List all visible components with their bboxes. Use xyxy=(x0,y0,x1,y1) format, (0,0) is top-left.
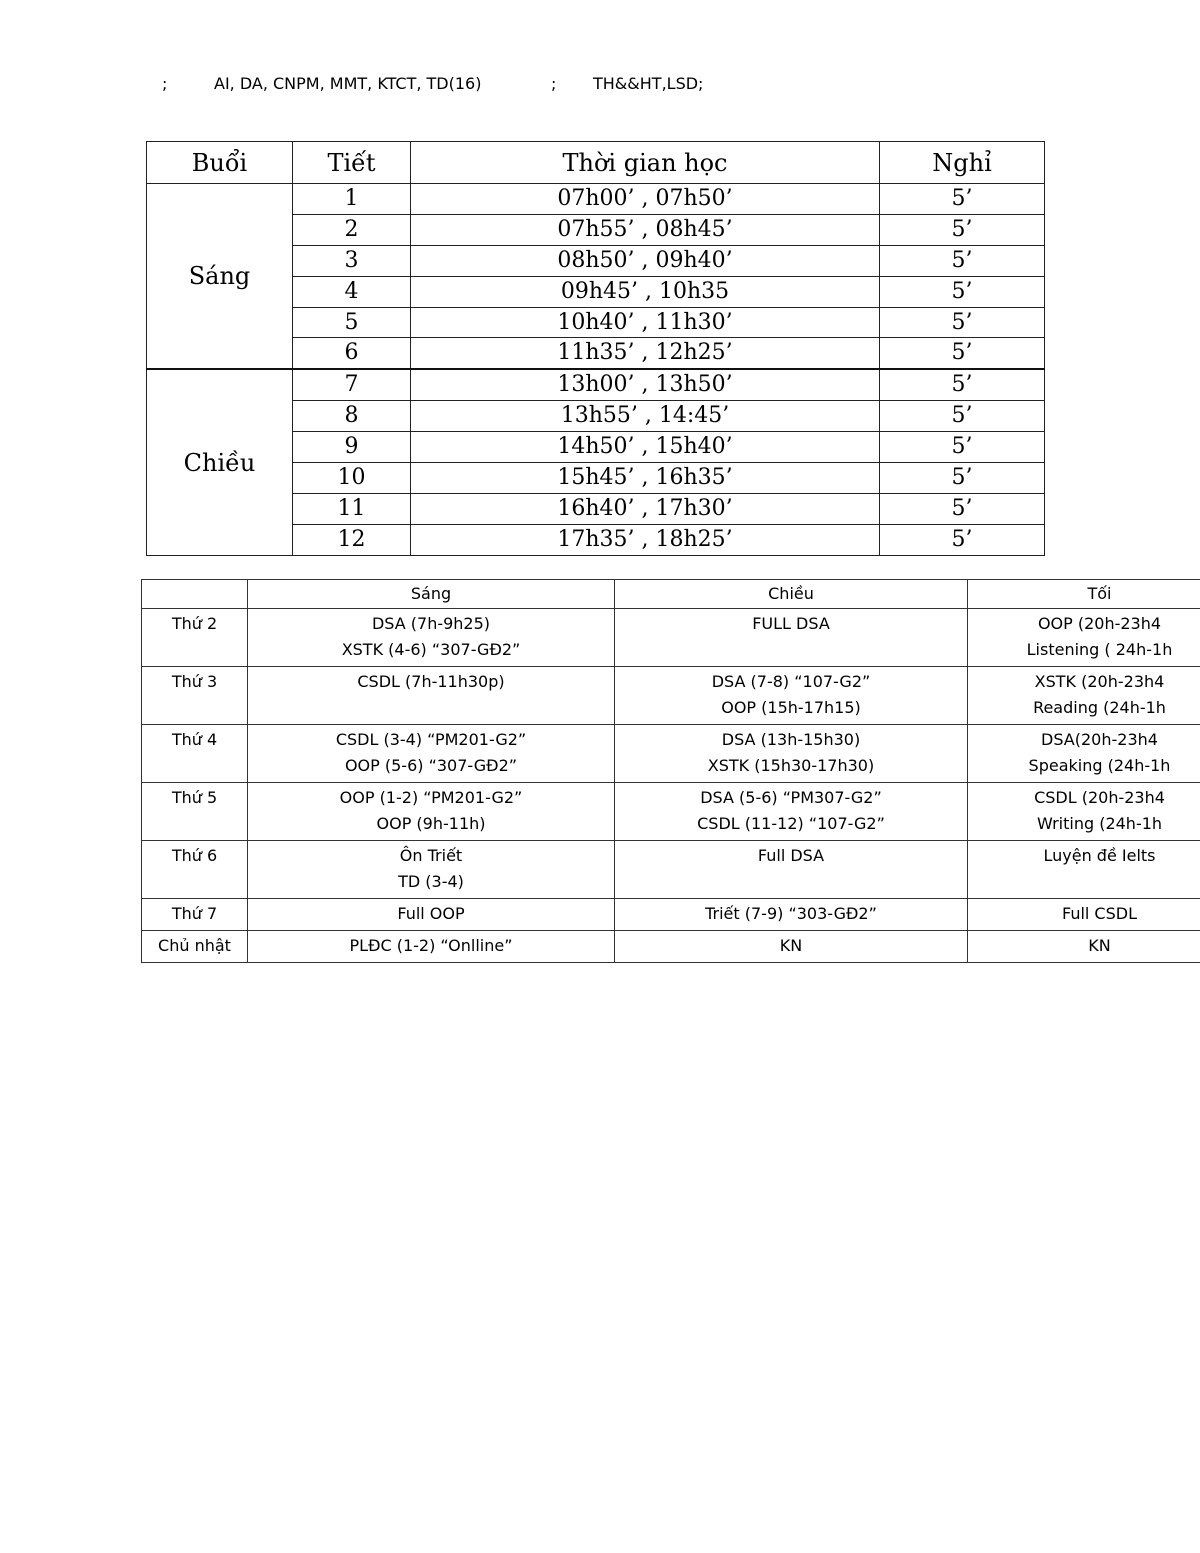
schedule-entry: XSTK (4-6) “307-GĐ2” xyxy=(341,640,521,659)
session-morning-label: Sáng xyxy=(147,184,293,370)
schedule-day: Thứ 4 xyxy=(142,725,248,783)
weekly-schedule-table xyxy=(141,579,1200,963)
period-time: 14h50’ , 15h40’ xyxy=(411,432,880,463)
schedule-cell-afternoon xyxy=(615,609,968,667)
schedule-day: Thứ 3 xyxy=(142,667,248,725)
schedule-entry: DSA (13h-15h30) xyxy=(721,730,861,749)
period-number: 7 xyxy=(293,369,411,400)
period-number: 12 xyxy=(293,524,411,555)
schedule-entry: CSDL (20h-23h4 xyxy=(1034,788,1165,807)
period-break: 5’ xyxy=(880,214,1045,245)
schedule-entry: XSTK (20h-23h4 xyxy=(1034,672,1165,691)
period-time: 11h35’ , 12h25’ xyxy=(411,338,880,369)
schedule-entry: KN xyxy=(1088,936,1111,955)
schedule-row xyxy=(142,667,1200,725)
schedule-cell-morning xyxy=(248,725,615,783)
schedule-entry: Writing (24h-1h xyxy=(1036,814,1163,833)
schedule-row xyxy=(142,841,1200,899)
schedule-row xyxy=(142,931,1200,963)
period-break: 5’ xyxy=(880,463,1045,494)
schedule-entry: OOP (1-2) “PM201-G2” xyxy=(339,788,523,807)
period-time: 17h35’ , 18h25’ xyxy=(411,524,880,555)
schedule-entry: Listening ( 24h-1h xyxy=(1026,640,1173,659)
schedule-cell-morning xyxy=(248,841,615,899)
period-break: 5’ xyxy=(880,401,1045,432)
period-number: 5 xyxy=(293,307,411,338)
schedule-entry: KN xyxy=(779,936,803,955)
column-header-evening: Tối xyxy=(968,580,1200,609)
schedule-cell-morning xyxy=(248,609,615,667)
schedule-cell-evening xyxy=(968,841,1200,899)
period-time: 16h40’ , 17h30’ xyxy=(411,493,880,524)
period-break: 5’ xyxy=(880,524,1045,555)
period-time: 07h55’ , 08h45’ xyxy=(411,214,880,245)
period-break: 5’ xyxy=(880,369,1045,400)
schedule-entry: OOP (15h-17h15) xyxy=(721,698,861,717)
period-time: 10h40’ , 11h30’ xyxy=(411,307,880,338)
schedule-entry: CSDL (7h-11h30p) xyxy=(357,672,505,691)
schedule-entry: DSA (7-8) “107-G2” xyxy=(711,672,871,691)
schedule-row xyxy=(142,783,1200,841)
schedule-entry: Full DSA xyxy=(757,846,825,865)
column-header-afternoon: Chiều xyxy=(615,580,968,609)
period-break: 5’ xyxy=(880,307,1045,338)
period-number: 9 xyxy=(293,432,411,463)
schedule-entry: Full CSDL xyxy=(1061,904,1137,923)
header-line xyxy=(0,72,1200,98)
period-time: 08h50’ , 09h40’ xyxy=(411,245,880,276)
schedule-entry: XSTK (15h30-17h30) xyxy=(707,756,875,775)
schedule-entry: OOP (9h-11h) xyxy=(376,814,486,833)
schedule-cell-morning xyxy=(248,783,615,841)
schedule-day: Thứ 7 xyxy=(142,899,248,931)
column-header-break: Nghỉ xyxy=(880,142,1045,184)
schedule-entry: DSA(20h-23h4 xyxy=(1041,730,1158,749)
schedule-cell-afternoon xyxy=(615,841,968,899)
schedule-cell-evening xyxy=(968,667,1200,725)
header-extra: TH&&HT,LSD; xyxy=(593,74,704,93)
period-time: 07h00’ , 07h50’ xyxy=(411,184,880,215)
weekly-schedule-body xyxy=(142,609,1200,963)
schedule-entry: DSA (7h-9h25) xyxy=(371,614,491,633)
schedule-cell-morning xyxy=(248,931,615,963)
schedule-entry: OOP (20h-23h4 xyxy=(1037,614,1162,633)
period-break: 5’ xyxy=(880,245,1045,276)
schedule-entry: CSDL (3-4) “PM201-G2” xyxy=(335,730,527,749)
schedule-day: Thứ 2 xyxy=(142,609,248,667)
header-majors: AI, DA, CNPM, MMT, KTCT, TD(16) xyxy=(214,74,482,93)
schedule-entry: PLĐC (1-2) “Onlline” xyxy=(349,936,513,955)
schedule-cell-evening xyxy=(968,609,1200,667)
schedule-cell-afternoon xyxy=(615,667,968,725)
period-break: 5’ xyxy=(880,432,1045,463)
period-row xyxy=(147,184,1045,215)
schedule-cell-evening xyxy=(968,725,1200,783)
period-number: 2 xyxy=(293,214,411,245)
schedule-cell-afternoon xyxy=(615,899,968,931)
schedule-cell-morning xyxy=(248,667,615,725)
schedule-day: Thứ 5 xyxy=(142,783,248,841)
schedule-cell-evening xyxy=(968,899,1200,931)
period-number: 10 xyxy=(293,463,411,494)
schedule-cell-afternoon xyxy=(615,931,968,963)
session-afternoon-label: Chiều xyxy=(147,369,293,555)
period-time: 13h55’ , 14:45’ xyxy=(411,401,880,432)
schedule-cell-afternoon xyxy=(615,783,968,841)
schedule-row xyxy=(142,609,1200,667)
schedule-row xyxy=(142,899,1200,931)
schedule-entry xyxy=(615,869,967,895)
schedule-cell-evening xyxy=(968,783,1200,841)
afternoon-periods xyxy=(147,369,1045,555)
schedule-entry: CSDL (11-12) “107-G2” xyxy=(697,814,885,833)
period-table-header xyxy=(147,142,1045,184)
schedule-entry: Reading (24h-1h xyxy=(1033,698,1166,717)
schedule-entry xyxy=(248,695,614,721)
schedule-entry: Triết (7-9) “303-GĐ2” xyxy=(705,904,877,923)
period-time: 15h45’ , 16h35’ xyxy=(411,463,880,494)
period-break: 5’ xyxy=(880,338,1045,369)
period-number: 1 xyxy=(293,184,411,215)
period-row xyxy=(147,369,1045,400)
period-number: 11 xyxy=(293,493,411,524)
period-table xyxy=(146,141,1045,556)
period-number: 6 xyxy=(293,338,411,369)
schedule-day: Thứ 6 xyxy=(142,841,248,899)
schedule-entry: Ôn Triết xyxy=(399,846,463,865)
column-header-day xyxy=(142,580,248,609)
column-header-session: Buổi xyxy=(147,142,293,184)
period-number: 3 xyxy=(293,245,411,276)
schedule-entry: DSA (5-6) “PM307-G2” xyxy=(700,788,882,807)
period-break: 5’ xyxy=(880,184,1045,215)
schedule-entry xyxy=(615,637,967,663)
period-number: 8 xyxy=(293,401,411,432)
schedule-entry: TD (3-4) xyxy=(398,872,464,891)
schedule-cell-morning xyxy=(248,899,615,931)
schedule-entry: FULL DSA xyxy=(752,614,830,633)
schedule-cell-afternoon xyxy=(615,725,968,783)
schedule-entry: Luyện đề Ielts xyxy=(1043,846,1156,865)
period-break: 5’ xyxy=(880,493,1045,524)
header-separator: ; xyxy=(551,74,557,93)
schedule-entry xyxy=(968,869,1200,895)
period-break: 5’ xyxy=(880,276,1045,307)
column-header-period: Tiết xyxy=(293,142,411,184)
period-number: 4 xyxy=(293,276,411,307)
schedule-entry: OOP (5-6) “307-GĐ2” xyxy=(344,756,518,775)
period-time: 09h45’ , 10h35 xyxy=(411,276,880,307)
column-header-time: Thời gian học xyxy=(411,142,880,184)
schedule-cell-evening xyxy=(968,931,1200,963)
weekly-schedule-header xyxy=(142,580,1200,609)
schedule-entry: Full OOP xyxy=(397,904,465,923)
schedule-day: Chủ nhật xyxy=(142,931,248,963)
column-header-morning: Sáng xyxy=(248,580,615,609)
period-time: 13h00’ , 13h50’ xyxy=(411,369,880,400)
morning-periods xyxy=(147,184,1045,370)
schedule-entry: Speaking (24h-1h xyxy=(1028,756,1171,775)
header-separator: ; xyxy=(162,74,168,93)
schedule-row xyxy=(142,725,1200,783)
